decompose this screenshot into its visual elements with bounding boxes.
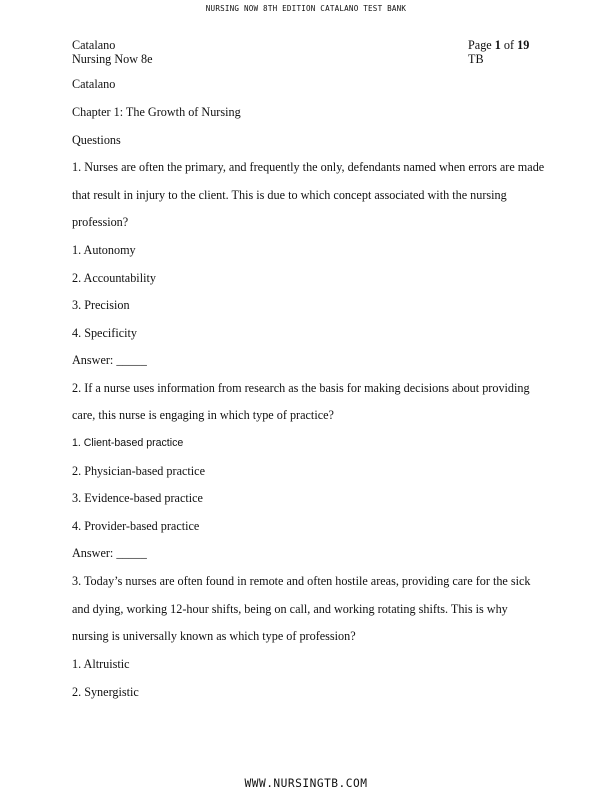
header-book-title: Nursing Now 8e	[72, 52, 153, 66]
header-tb: TB	[468, 52, 484, 66]
footer-url: WWW.NURSINGTB.COM	[244, 777, 368, 790]
question-1-line-3: profession?	[72, 215, 129, 229]
question-1-line-2: that result in injury to the client. This is due to which concept associated with the nursing	[72, 188, 507, 202]
question-3-option-2: 2. Synergistic	[72, 685, 139, 699]
question-3-line-2: and dying, working 12-hour shifts, being on call, and working rotating shifts. This is why	[72, 602, 508, 616]
question-3-line-1: 3. Today’s nurses are often found in remote and often hostile areas, providing care for the sick	[72, 574, 531, 588]
document-banner: NURSING NOW 8TH EDITION CATALANO TEST BANK	[205, 4, 407, 13]
header-left	[72, 38, 153, 66]
section-heading: Questions	[72, 133, 121, 147]
header-right	[468, 38, 529, 66]
page-of: of	[500, 38, 518, 52]
question-2-option-4: 4. Provider-based practice	[72, 519, 200, 533]
question-1-option-4: 4. Specificity	[72, 326, 137, 340]
question-2-answer: Answer: _____	[72, 546, 147, 560]
page-number: 1	[494, 38, 501, 52]
question-2-line-1: 2. If a nurse uses information from research as the basis for making decisions about providing	[72, 381, 530, 395]
question-3-line-3: nursing is universally known as which type of profession?	[72, 629, 356, 643]
question-1-option-2: 2. Accountability	[72, 271, 156, 285]
page-indicator	[468, 38, 529, 52]
question-1-option-1: 1. Autonomy	[72, 243, 136, 257]
author-line: Catalano	[72, 77, 116, 91]
page-total: 19	[517, 38, 530, 52]
question-2-line-2: care, this nurse is engaging in which type of practice?	[72, 408, 334, 422]
question-1-answer: Answer: _____	[72, 353, 147, 367]
question-2-option-3: 3. Evidence-based practice	[72, 491, 203, 505]
chapter-title: Chapter 1: The Growth of Nursing	[72, 105, 241, 119]
question-2-option-2: 2. Physician-based practice	[72, 464, 205, 478]
header-author: Catalano	[72, 38, 116, 52]
question-1-option-3: 3. Precision	[72, 298, 130, 312]
question-3-option-1: 1. Altruistic	[72, 657, 130, 671]
question-1-line-1: 1. Nurses are often the primary, and frequently the only, defendants named when errors are made	[72, 160, 545, 174]
question-2-option-1: 1. Client-based practice	[72, 437, 184, 449]
page-prefix: Page	[468, 38, 495, 52]
